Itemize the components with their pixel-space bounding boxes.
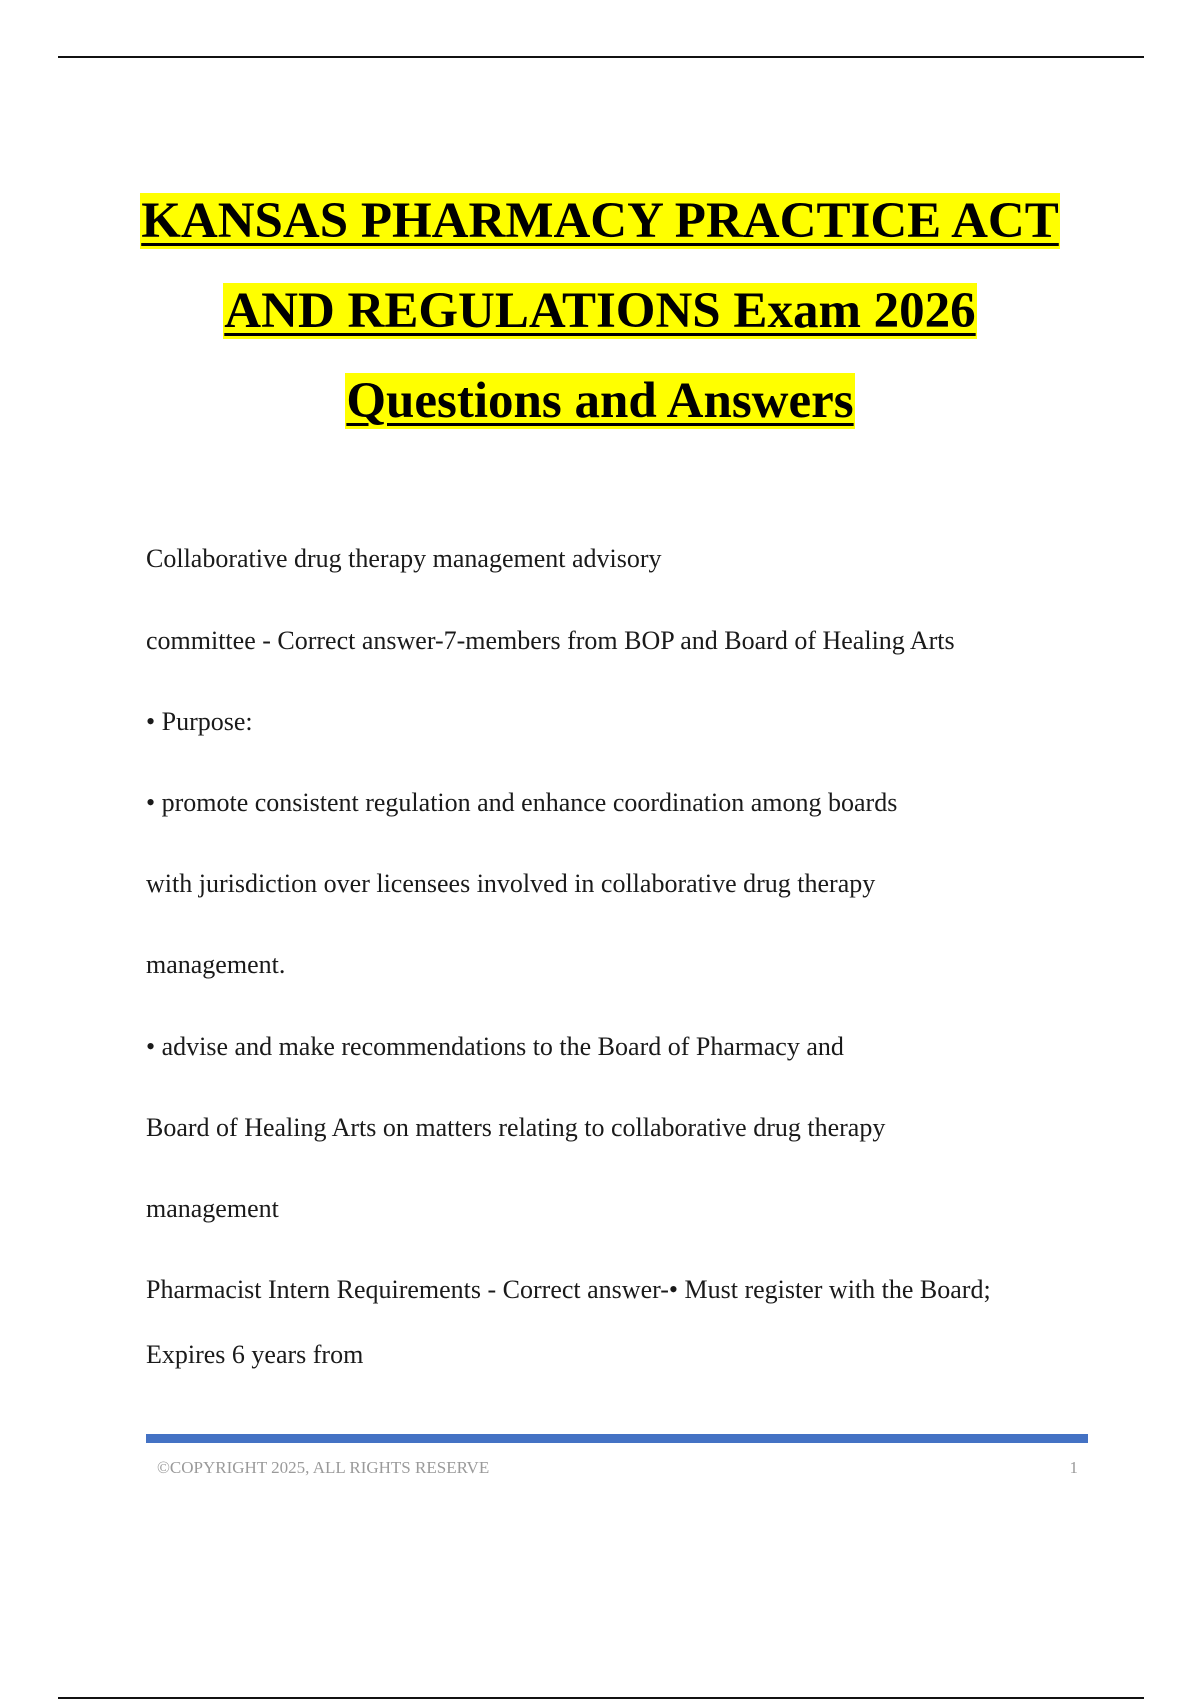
bottom-rule xyxy=(58,1697,1144,1699)
body-text-line: Collaborative drug therapy management advisory xyxy=(146,544,662,573)
body-text-line: Pharmacist Intern Requirements - Correct answer-• Must register with the Board; xyxy=(146,1275,991,1304)
body-text-line: Expires 6 years from xyxy=(146,1340,364,1369)
body-text-line: management. xyxy=(146,950,286,979)
title-line-3: Questions and Answers xyxy=(346,373,854,429)
title-line-1: KANSAS PHARMACY PRACTICE ACT xyxy=(141,193,1059,249)
body-text-line: with jurisdiction over licensees involved in collaborative drug therapy xyxy=(146,869,876,898)
body-text-line: • Purpose: xyxy=(146,707,253,736)
body-text-line: • promote consistent regulation and enhance coordination among boards xyxy=(146,788,898,817)
document-title xyxy=(0,176,1200,446)
body-text-line: • advise and make recommendations to the Board of Pharmacy and xyxy=(146,1032,844,1061)
body-text-line: management xyxy=(146,1194,279,1223)
footer-copyright: ©COPYRIGHT 2025, ALL RIGHTS RESERVE xyxy=(157,1458,490,1477)
page-number: 1 xyxy=(1069,1458,1078,1477)
title-line-2: AND REGULATIONS Exam 2026 xyxy=(224,283,976,339)
footer-bar xyxy=(146,1434,1088,1443)
body-text-line: committee - Correct answer-7-members from BOP and Board of Healing Arts xyxy=(146,626,955,655)
body-text-line: Board of Healing Arts on matters relating to collaborative drug therapy xyxy=(146,1113,886,1142)
top-rule xyxy=(58,56,1144,58)
